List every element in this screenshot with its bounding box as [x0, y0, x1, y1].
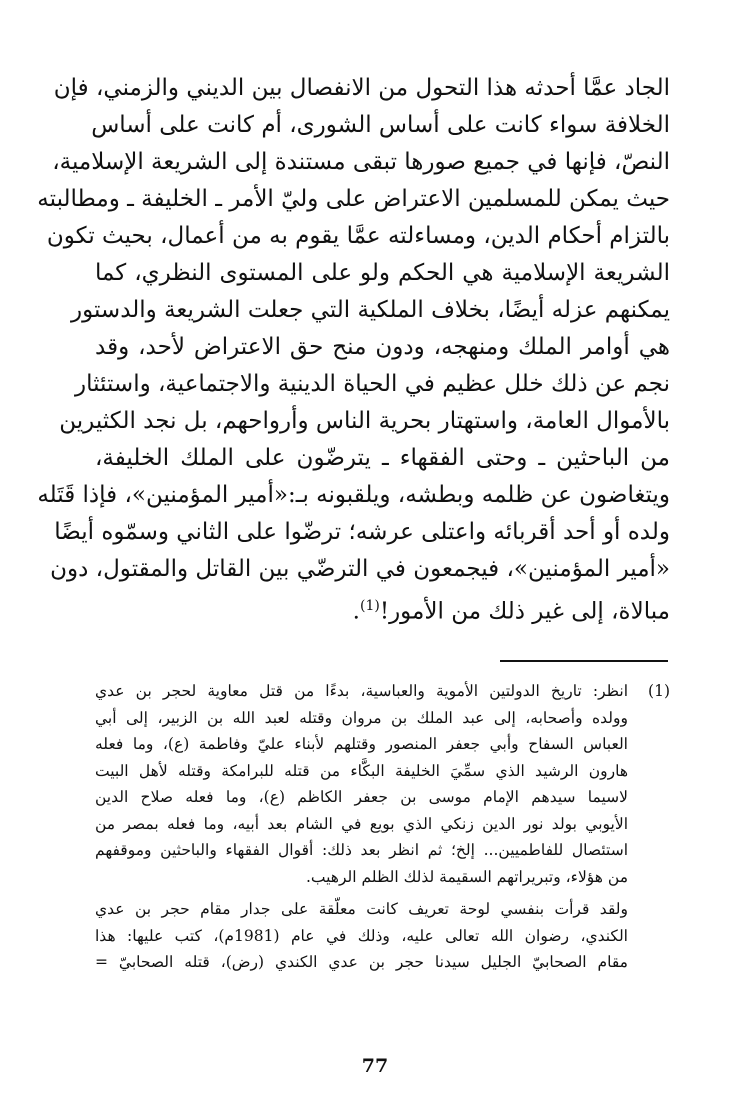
footnote-number: (1): [648, 682, 670, 700]
text-line: النصّ، فإنها في جميع صورها تبقى مستندة إلى الشريعة الإسلامية،: [52, 149, 670, 175]
footnote-line: وولده وأصحابه، إلى عبد الملك بن مروان وقتله لعبد الله بن الزبير، إلى أبي: [95, 708, 628, 727]
text-line: نجم عن ذلك خلل عظيم في الحياة الدينية والاجتماعية، واستئثار: [74, 371, 670, 397]
last-line-text: مبالاة، إلى غير ذلك من الأمور!: [379, 598, 670, 625]
text-line: الشريعة الإسلامية هي الحكم ولو على المستوى النظري، كما: [95, 260, 670, 286]
text-line: حيث يمكن للمسلمين الاعتراض على وليّ الأمر ـ الخليفة ـ ومطالبته: [37, 186, 670, 212]
text-line: من الباحثين ـ وحتى الفقهاء ـ يترضّون على الملك الخليفة،: [95, 445, 670, 471]
footnote: [95, 678, 670, 890]
text-line: هي أوامر الملك ومنهجه، ودون منح حق الاعتراض لأحد، وقد: [95, 334, 670, 360]
footnote-line: استئصال للفاطميين... إلخ؛ ثم انظر بعد ذلك: أقوال الفقهاء والباحثين وموقفهم: [95, 841, 628, 859]
footnote-reference[interactable]: (1): [359, 598, 380, 614]
footnote-line: انظر: تاريخ الدولتين الأموية والعباسية، بدءًا من قتل معاوية لحجر بن عدي: [95, 682, 628, 700]
footnote-separator: [500, 660, 668, 662]
footnote-line: ولقد قرأت بنفسي لوحة تعريف كانت معلّقة على جدار مقام حجر بن عدي: [95, 900, 628, 918]
text-line: بالتزام أحكام الدين، ومساءلته عمَّا يقوم به من أعمال، بحيث تكون: [46, 223, 670, 249]
text-line: الخلافة سواء كانت على أساس الشورى، أم كانت على أساس: [91, 112, 670, 138]
text-line: يمكنهم عزله أيضًا، بخلاف الملكية التي جعلت الشريعة والدستور: [71, 297, 670, 323]
footnotes: [95, 678, 670, 976]
text-line: «أمير المؤمنين»، فيجمعون في الترضّي بين القاتل والمقتول، دون: [50, 556, 670, 582]
footnote-continuation: [95, 896, 670, 976]
footnote-line: الكندي، رضوان الله تعالى عليه، وذلك في عام (1981م)، كتب عليها: هذا: [95, 926, 628, 945]
footnote-line: مقام الصحابيّ الجليل سيدنا حجر بن عدي الكندي (رض)، قتله الصحابيّ =: [95, 953, 628, 971]
text-line: ويتغاضون عن ظلمه وبطشه، ويلقبونه بـ:«أمير المؤمنين»، فإذا قَتَله: [37, 482, 670, 508]
footnote-line: الأيوبي بولد نور الدين زنكي الذي بويع في الشام بعد أبيه، وما فعله بمصر من: [95, 814, 628, 833]
footnote-line-last: من هؤلاء، وتبريراتهم السقيمة لذلك الظلم الرهيب.: [305, 867, 628, 886]
footnote-line: العباس السفاح وأبي جعفر المنصور وقتلهم لأبناء عليّ وفاطمة (ع)، وما فعله: [95, 735, 628, 753]
text-line: بالأموال العامة، واستهتار بحرية الناس وأرواحهم، بل نجد الكثيرين: [59, 408, 670, 434]
footnote-line: هارون الرشيد الذي سمِّيَ الخليفة البكَّاء من قتله للبرامكة وقتله لأهل البيت: [95, 761, 628, 780]
text-line-last: مبالاة، إلى غير ذلك من الأمور!$^{(1)}$.: [352, 598, 670, 625]
page-number: 77: [361, 1055, 389, 1077]
text-line: الجاد عمَّا أحدثه هذا التحول من الانفصال بين الديني والزمني، فإن: [53, 75, 670, 101]
text-line: ولده أو أحد أقربائه واعتلى عرشه؛ ترضّوا على الثاني وسمّوه أيضًا: [54, 519, 670, 545]
footnote-line: لاسيما سيدهم الإمام موسى بن جعفر الكاظم (ع)، وما فعله صلاح الدين: [95, 788, 628, 806]
main-text: [37, 70, 670, 631]
